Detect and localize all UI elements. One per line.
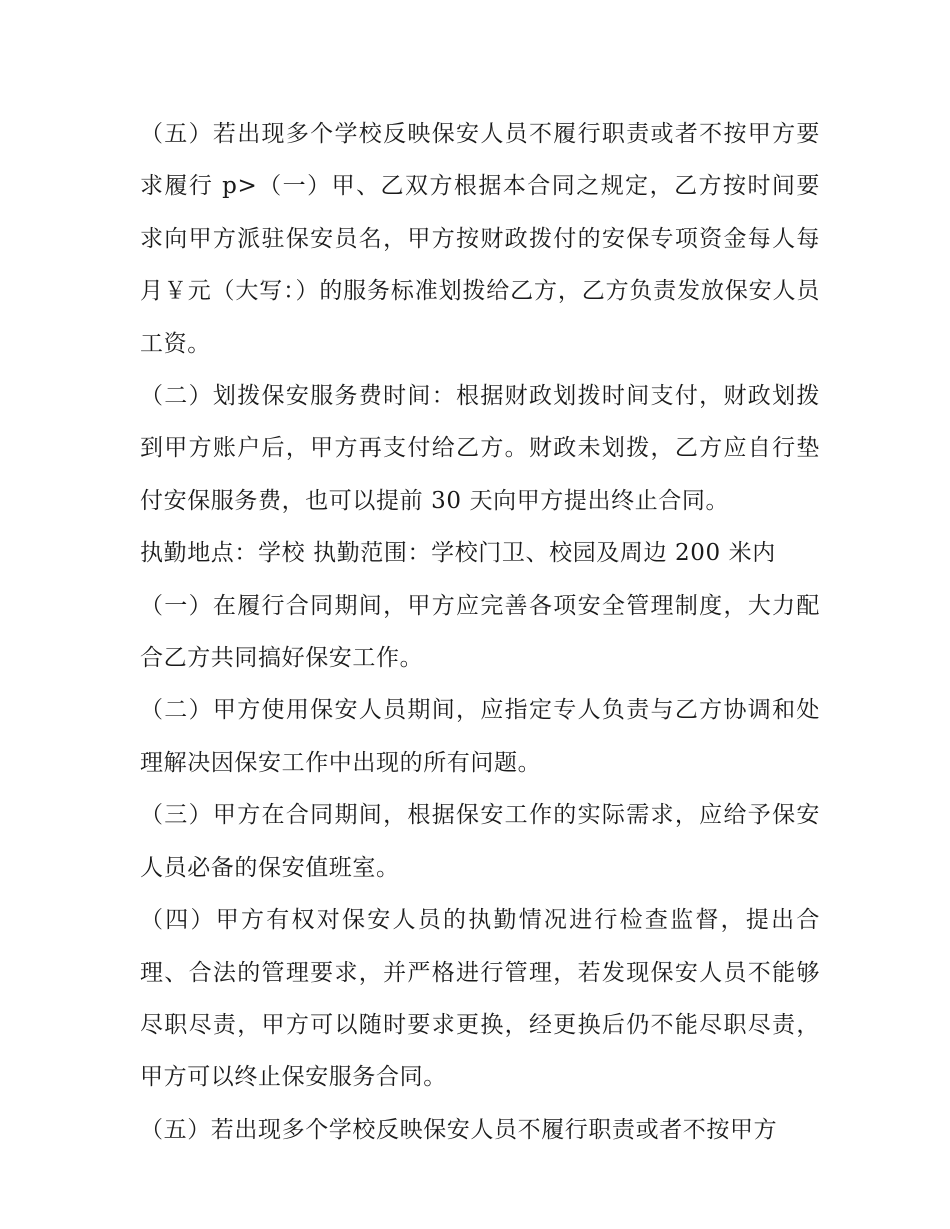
paragraph-6: （三）甲方在合同期间，根据保安工作的实际需求，应给予保安人员必备的保安值班室。: [140, 802, 820, 881]
paragraph-3: 执勤地点：学校 执勤范围：学校门卫、校园及周边 200 米内: [140, 540, 776, 567]
document-body: [140, 108, 820, 1156]
paragraph-2: （二）划拨保安服务费时间：根据财政划拨时间支付，财政划拨到甲方账户后，甲方再支付给乙方。财政未划拨，乙方应自行垫付安保服务费，也可以提前 30 天向甲方提出终止合同。: [140, 383, 820, 514]
paragraph-8: （五）若出现多个学校反映保安人员不履行职责或者不按甲方: [140, 1116, 778, 1143]
paragraph-1: （五）若出现多个学校反映保安人员不履行职责或者不按甲方要求履行 p>（一）甲、乙双方根据本合同之规定，乙方按时间要求向甲方派驻保安员名，甲方按财政拨付的安保专项资金每人每月￥元（大写：）的服务标准划拨给乙方，乙方负责发放保安人员工资。: [140, 121, 820, 357]
paragraph-7: （四）甲方有权对保安人员的执勤情况进行检查监督，提出合理、合法的管理要求，并严格进行管理，若发现保安人员不能够尽职尽责，甲方可以随时要求更换，经更换后仍不能尽职尽责，甲方可以终止保安服务合同。: [140, 907, 820, 1091]
paragraph-5: （二）甲方使用保安人员期间，应指定专人负责与乙方协调和处理解决因保安工作中出现的所有问题。: [140, 697, 820, 776]
paragraph-4: （一）在履行合同期间，甲方应完善各项安全管理制度，大力配合乙方共同搞好保安工作。: [140, 592, 820, 672]
